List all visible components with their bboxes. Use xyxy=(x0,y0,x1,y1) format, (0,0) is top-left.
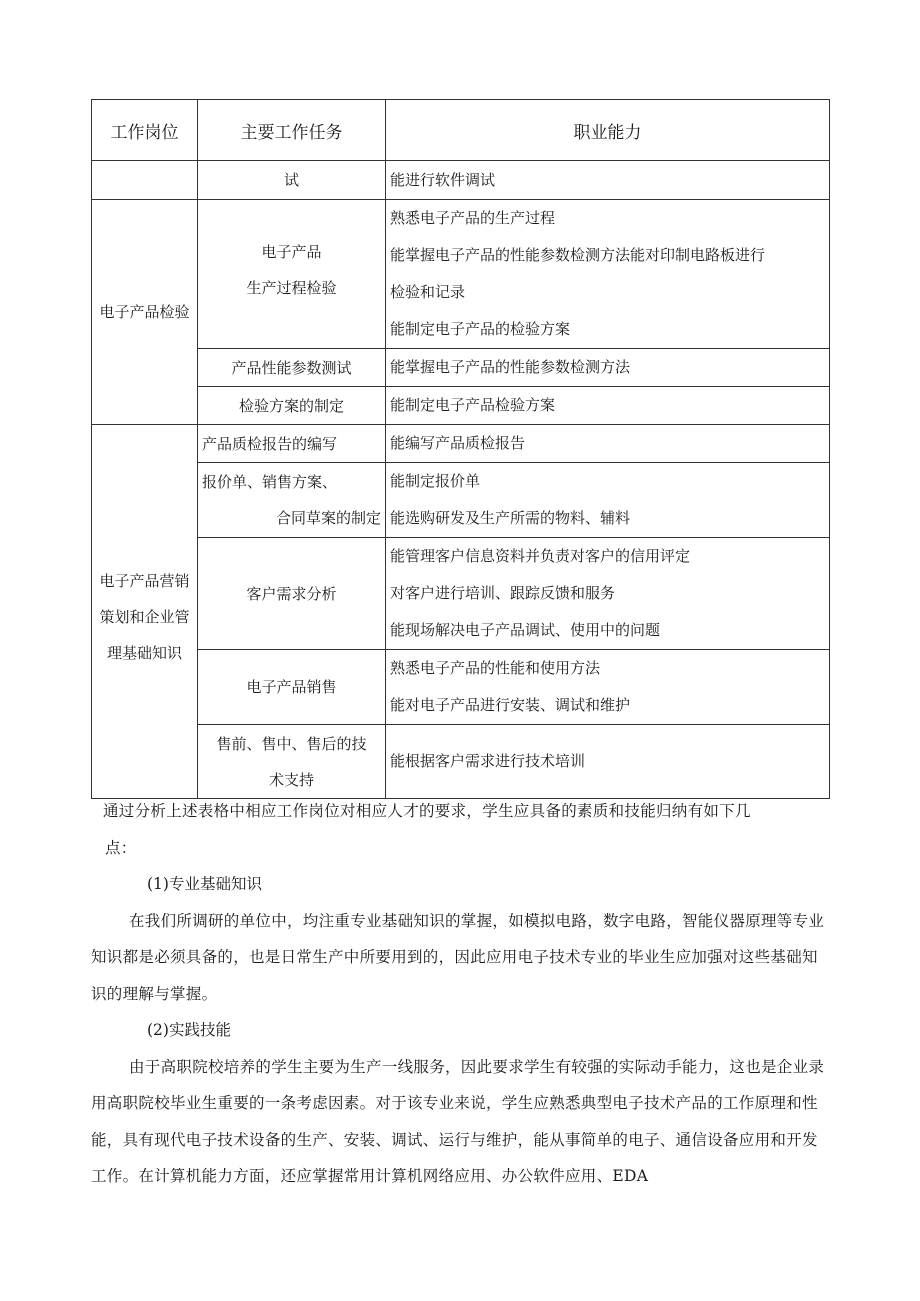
task-cell xyxy=(198,200,386,349)
ability-cell: 能编写产品质检报告 xyxy=(386,425,830,463)
post-line: 策划和企业管 xyxy=(99,608,190,626)
task-cell xyxy=(198,463,386,538)
table-row xyxy=(92,161,830,200)
section-heading: (2)实践技能 xyxy=(147,1021,231,1039)
ability-line: 熟悉电子产品的性能和使用方法 xyxy=(390,659,601,677)
table-row xyxy=(92,425,830,463)
ability-line: 能制定报价单 xyxy=(390,472,481,490)
post-line: 理基础知识 xyxy=(106,644,182,662)
ability-line: 能现场解决电子产品调试、使用中的问题 xyxy=(390,621,661,639)
ability-line: 能制定电子产品的检验方案 xyxy=(390,320,571,338)
task-cell: 产品质检报告的编写 xyxy=(198,425,386,463)
ability-cell: 能掌握电子产品的性能参数检测方法 xyxy=(386,349,830,387)
ability-line: 熟悉电子产品的生产过程 xyxy=(390,209,556,227)
table-row xyxy=(92,725,830,799)
ability-line: 能管理客户信息资料并负责对客户的信用评定 xyxy=(390,547,691,565)
post-cell: 电子产品检验 xyxy=(92,200,198,425)
post-cell xyxy=(92,161,198,200)
intro-line: 点： xyxy=(105,838,137,857)
table-header-row xyxy=(92,100,830,161)
task-line: 报价单、销售方案、 xyxy=(202,473,338,491)
table-row xyxy=(92,200,830,349)
ability-line: 能掌握电子产品的性能参数检测方法能对印制电路板进行 xyxy=(390,246,766,264)
task-line: 合同草案的制定 xyxy=(275,509,381,527)
intro-paragraph xyxy=(91,793,829,866)
ability-cell xyxy=(386,463,830,538)
ability-line: 能对电子产品进行安装、调试和维护 xyxy=(390,696,631,714)
table-row xyxy=(92,650,830,725)
table-row xyxy=(92,349,830,387)
task-line: 售前、售中、售后的技 xyxy=(216,734,367,753)
table-row xyxy=(92,387,830,425)
header-ability: 职业能力 xyxy=(386,100,830,161)
task-line: 生产过程检验 xyxy=(246,279,337,297)
task-cell: 检验方案的制定 xyxy=(198,387,386,425)
task-cell: 试 xyxy=(198,161,386,200)
post-cell xyxy=(92,425,198,799)
paragraph: 在我们所调研的单位中，均注重专业基础知识的掌握，如模拟电路，数字电路，智能仪器原理等专业知识都是必须具备的，也是日常生产中所要用到的，因此应用电子技术专业的毕业生应加强对这些基础知识的理解与掌握。 xyxy=(91,911,825,1003)
task-cell: 客户需求分析 xyxy=(198,538,386,650)
ability-line: 能选购研发及生产所需的物料、辅料 xyxy=(390,509,631,527)
ability-cell xyxy=(386,538,830,650)
ability-cell: 能制定电子产品检验方案 xyxy=(386,387,830,425)
paragraph: 由于高职院校培养的学生主要为生产一线服务，因此要求学生有较强的实际动手能力，这也是企业录用高职院校毕业生重要的一条考虑因素。对于该专业来说，学生应熟悉典型电子技术产品的工作原理和性能，具有现代电子技术设备的生产、安装、调试、运行与维护，能从事简单的电子、通信设备应用和开发工作。在计算机能力方面，还应掌握常用计算机网络应用、办公软件应用、EDA xyxy=(91,1057,825,1185)
task-line: 术支持 xyxy=(268,770,314,789)
post-line: 电子产品营销 xyxy=(99,572,190,590)
intro-line: 通过分析上述表格中相应工作岗位对相应人才的要求，学生应具备的素质和技能归纳有如下几 xyxy=(103,802,751,820)
task-line: 电子产品 xyxy=(261,243,322,261)
ability-line: 检验和记录 xyxy=(390,283,466,301)
job-ability-table xyxy=(91,99,830,799)
ability-cell xyxy=(386,650,830,725)
ability-cell: 能根据客户需求进行技术培训 xyxy=(386,725,830,799)
section-heading: (1)专业基础知识 xyxy=(147,875,262,893)
ability-cell: 能进行软件调试 xyxy=(386,161,830,200)
header-post: 工作岗位 xyxy=(92,100,198,161)
task-cell: 电子产品销售 xyxy=(198,650,386,725)
header-task: 主要工作任务 xyxy=(198,100,386,161)
table-row xyxy=(92,463,830,538)
task-cell xyxy=(198,725,386,799)
table-row xyxy=(92,538,830,650)
ability-line: 对客户进行培训、跟踪反馈和服务 xyxy=(390,584,616,602)
body-text xyxy=(91,793,829,1195)
ability-cell xyxy=(386,200,830,349)
task-cell: 产品性能参数测试 xyxy=(198,349,386,387)
